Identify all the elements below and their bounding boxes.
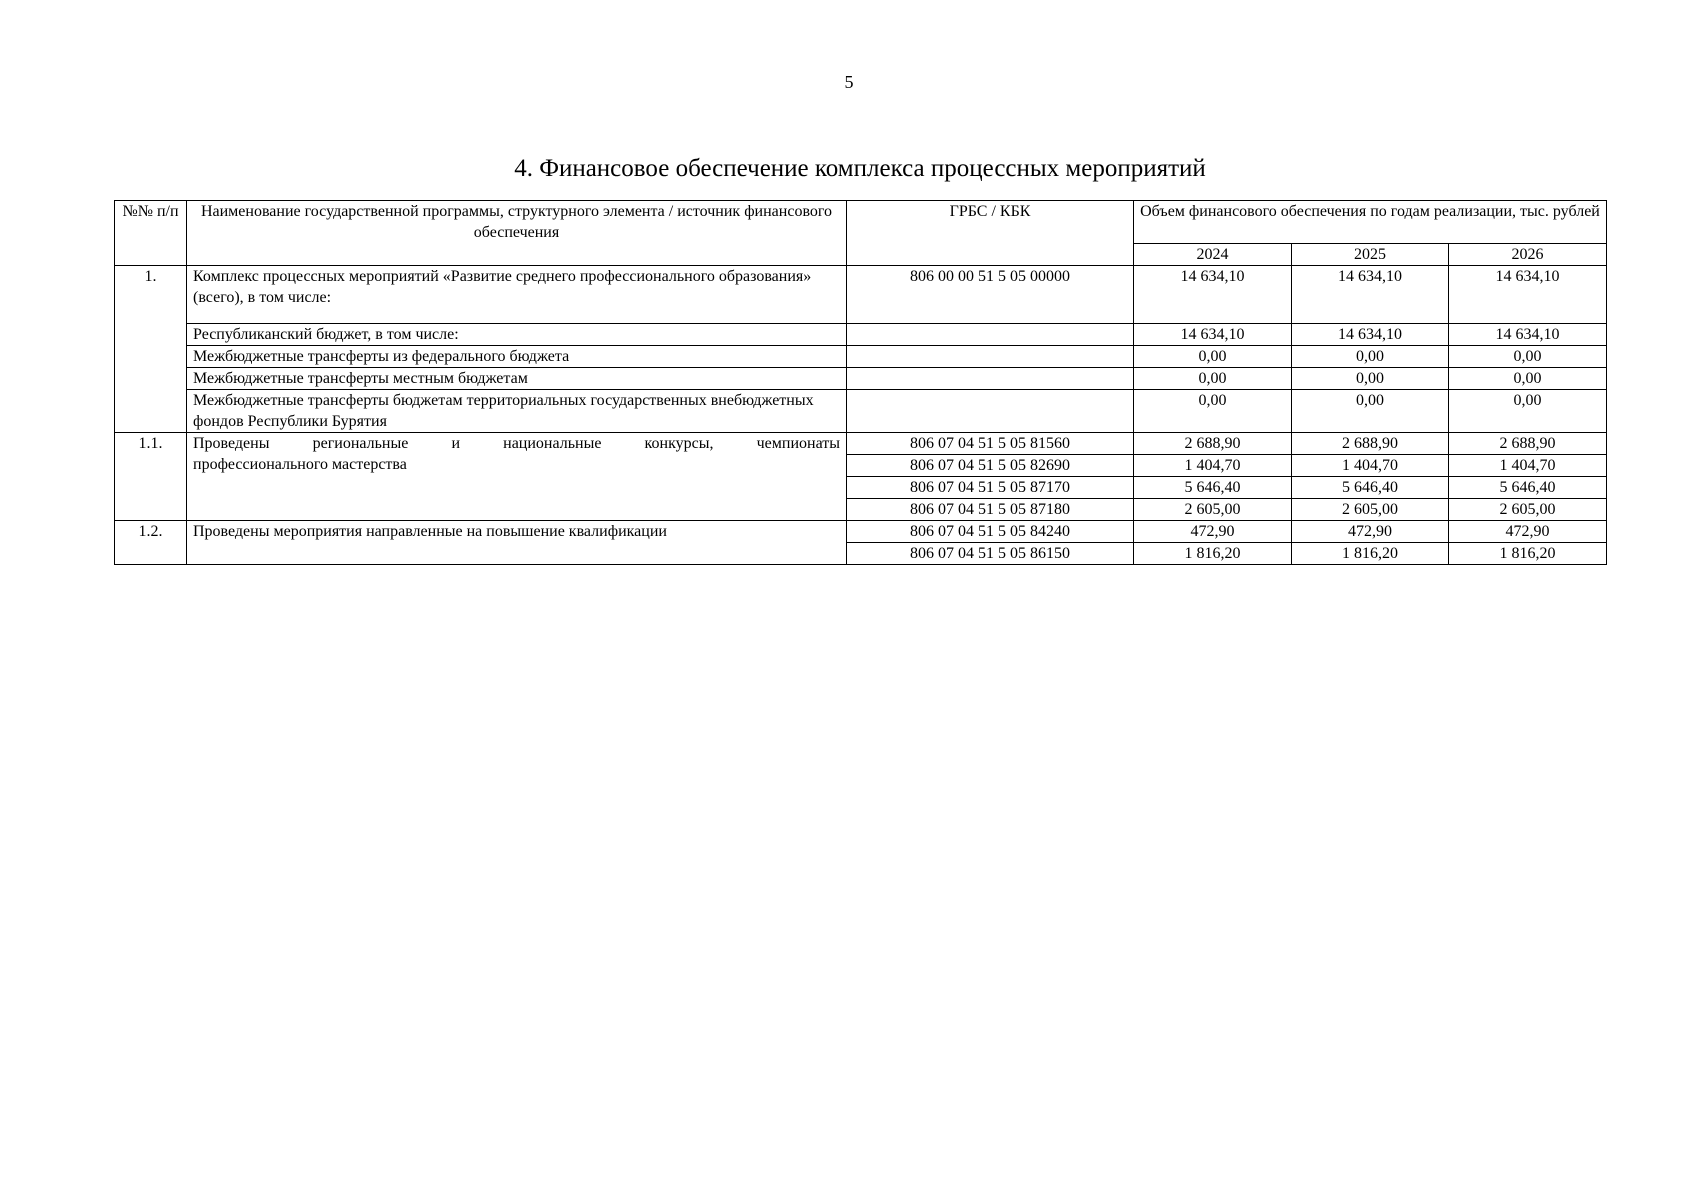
value-cell: 5 646,40: [1292, 477, 1449, 499]
value-cell: 14 634,10: [1292, 324, 1449, 346]
value-cell: 1 816,20: [1292, 543, 1449, 565]
table-row: [115, 521, 1607, 543]
value-cell: 2 688,90: [1449, 433, 1607, 455]
table-row: [115, 390, 1607, 433]
row-kbk: 806 07 04 51 5 05 84240: [847, 521, 1134, 543]
value-cell: 2 605,00: [1292, 499, 1449, 521]
row-name: Проведены мероприятия направленные на повышение квалификации: [187, 521, 847, 565]
value-cell: 0,00: [1292, 346, 1449, 368]
table-row: [115, 324, 1607, 346]
row-kbk: [847, 368, 1134, 390]
value-cell: 0,00: [1134, 346, 1292, 368]
value-cell: 472,90: [1292, 521, 1449, 543]
source-name: Межбюджетные трансферты бюджетам территориальных государственных внебюджетных фондов Республики Бурятия: [187, 390, 847, 433]
header-year: 2026: [1449, 244, 1607, 266]
value-cell: 5 646,40: [1449, 477, 1607, 499]
row-kbk: 806 07 04 51 5 05 86150: [847, 543, 1134, 565]
row-num: 1.: [115, 266, 187, 433]
document-title: 4. Финансовое обеспечение комплекса процессных мероприятий: [514, 155, 1206, 182]
value-cell: 1 404,70: [1134, 455, 1292, 477]
table-row: [115, 266, 1607, 324]
value-cell: 0,00: [1449, 368, 1607, 390]
source-name: Межбюджетные трансферты из федерального бюджета: [187, 346, 847, 368]
row-num: 1.2.: [115, 521, 187, 565]
value-cell: 0,00: [1449, 390, 1607, 433]
row-name-line: Проведены региональные и национальные конкурсы, чемпионаты: [193, 435, 840, 452]
value-cell: 14 634,10: [1292, 266, 1449, 324]
value-cell: 2 688,90: [1292, 433, 1449, 455]
row-kbk: [847, 390, 1134, 433]
value-cell: 1 816,20: [1134, 543, 1292, 565]
value-cell: 472,90: [1449, 521, 1607, 543]
source-name: Республиканский бюджет, в том числе:: [187, 324, 847, 346]
table-row: [115, 346, 1607, 368]
value-cell: 5 646,40: [1134, 477, 1292, 499]
value-cell: 472,90: [1134, 521, 1292, 543]
header-kbk: ГРБС / КБК: [847, 201, 1134, 266]
value-cell: 14 634,10: [1449, 324, 1607, 346]
row-name-line: профессионального мастерства: [193, 456, 407, 473]
table-header-row: [115, 201, 1607, 244]
source-name: Межбюджетные трансферты местным бюджетам: [187, 368, 847, 390]
row-kbk: 806 07 04 51 5 05 87170: [847, 477, 1134, 499]
financing-table: [114, 200, 1607, 565]
value-cell: 1 816,20: [1449, 543, 1607, 565]
value-cell: 14 634,10: [1449, 266, 1607, 324]
row-name: Комплекс процессных мероприятий «Развитие среднего профессионального образования» (всего), в том числе:: [187, 266, 847, 324]
row-kbk: 806 07 04 51 5 05 82690: [847, 455, 1134, 477]
value-cell: 0,00: [1292, 390, 1449, 433]
row-num: 1.1.: [115, 433, 187, 521]
page-number: 5: [844, 72, 854, 92]
header-year: 2025: [1292, 244, 1449, 266]
row-name: [187, 433, 847, 521]
value-cell: 14 634,10: [1134, 266, 1292, 324]
header-volume: Объем финансового обеспечения по годам реализации, тыс. рублей: [1134, 201, 1607, 244]
value-cell: 14 634,10: [1134, 324, 1292, 346]
table-row: [115, 368, 1607, 390]
value-cell: 1 404,70: [1449, 455, 1607, 477]
header-name: Наименование государственной программы, структурного элемента / источник финансового обеспечения: [187, 201, 847, 266]
value-cell: 0,00: [1449, 346, 1607, 368]
row-kbk: 806 00 00 51 5 05 00000: [847, 266, 1134, 324]
row-kbk: [847, 346, 1134, 368]
value-cell: 2 605,00: [1449, 499, 1607, 521]
row-kbk: 806 07 04 51 5 05 87180: [847, 499, 1134, 521]
value-cell: 0,00: [1134, 368, 1292, 390]
table-row: [115, 433, 1607, 455]
value-cell: 1 404,70: [1292, 455, 1449, 477]
header-year: 2024: [1134, 244, 1292, 266]
header-num: №№ п/п: [115, 201, 187, 266]
value-cell: 0,00: [1134, 390, 1292, 433]
row-kbk: 806 07 04 51 5 05 81560: [847, 433, 1134, 455]
value-cell: 2 688,90: [1134, 433, 1292, 455]
row-kbk: [847, 324, 1134, 346]
value-cell: 0,00: [1292, 368, 1449, 390]
value-cell: 2 605,00: [1134, 499, 1292, 521]
